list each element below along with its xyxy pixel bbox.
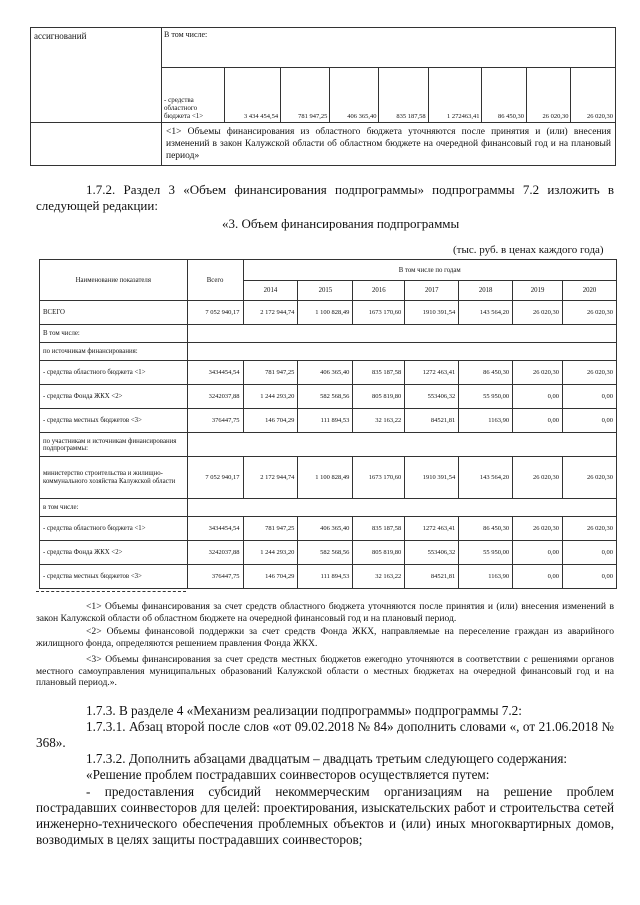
top-label-incl: В том числе: <box>162 28 616 68</box>
value-cell: 26 020,30 <box>563 361 617 385</box>
footnote-3: <3> Объемы финансирования за счет средств местных бюджетов ежегодно уточняются в соответствии с решениями органов местного самоуправления муниципальных образований Калужской области о местных бюджетах на очередной финансовый год и на плановый период.». <box>36 654 614 688</box>
table-row <box>40 325 617 343</box>
value-cell: 26 020,30 <box>513 361 563 385</box>
header-year: 2019 <box>513 281 563 301</box>
body-p2: 1.7.3.1. Абзац второй после слов «от 09.02.2018 № 84» дополнить словами «, от 21.06.2018 № 368». <box>36 719 614 750</box>
value-cell: 0,00 <box>513 565 563 589</box>
value-cell: 26 020,30 <box>513 457 563 499</box>
value-cell: 111 894,53 <box>298 409 353 433</box>
section-heading: «3. Объем финансирования подпрограммы <box>222 216 460 231</box>
value-cell: 86 450,30 <box>459 361 513 385</box>
value-cell: 26 020,30 <box>563 517 617 541</box>
row-label: - средства областного бюджета <1> <box>40 361 188 385</box>
header-year: 2014 <box>243 281 298 301</box>
financing-table-body <box>40 301 617 589</box>
value-cell: 86 450,30 <box>459 517 513 541</box>
header-name: Наименование показателя <box>40 260 188 301</box>
value-cell: 0,00 <box>563 541 617 565</box>
value-cell: 582 568,56 <box>298 541 353 565</box>
header-total: Всего <box>187 260 243 301</box>
value-cell: 1910 391,54 <box>405 301 459 325</box>
value-cell: 406 365,40 <box>298 517 353 541</box>
table-row <box>40 541 617 565</box>
value-cell: 835 187,58 <box>353 517 405 541</box>
para-1-7-2: 1.7.2. Раздел 3 «Объем финансирования подпрограммы» подпрограммы 7.2 изложить в следующей редакции: <box>36 182 614 213</box>
row-label: - средства местных бюджетов <3> <box>40 409 188 433</box>
value-cell: 0,00 <box>513 409 563 433</box>
value-cell: 55 950,00 <box>459 385 513 409</box>
value-cell: 1163,90 <box>459 565 513 589</box>
top-cell: 1 272463,41 <box>428 68 482 123</box>
value-cell: 7 052 940,17 <box>187 457 243 499</box>
top-table-note: <1> Объемы финансирования из областного бюджета уточняются после принятия и (или) внесения изменений в закон Калужской области об областном бюджете на очередной финансовый год и на плановый период» <box>162 123 616 166</box>
value-cell: 1 244 293,20 <box>243 541 298 565</box>
value-cell: 3242037,88 <box>187 541 243 565</box>
header-year: 2015 <box>298 281 353 301</box>
units-note: (тыс. руб. в ценах каждого года) <box>453 244 604 256</box>
top-cell: 781 947,25 <box>281 68 330 123</box>
value-cell: 3434454,54 <box>187 361 243 385</box>
table-row <box>40 499 617 517</box>
value-cell: 553406,32 <box>405 385 459 409</box>
top-cell: 406 365,40 <box>330 68 379 123</box>
value-cell: 1272 463,41 <box>405 517 459 541</box>
row-section-label: в том числе: <box>40 499 188 517</box>
value-cell: 553406,32 <box>405 541 459 565</box>
value-cell: 582 568,56 <box>298 385 353 409</box>
row-label: министерство строительства и жилищно-коммунального хозяйства Калужской области <box>40 457 188 499</box>
row-label: - средства областного бюджета <1> <box>40 517 188 541</box>
top-cell: 3 434 454,54 <box>225 68 281 123</box>
financing-table <box>39 259 617 589</box>
value-cell: 32 163,22 <box>353 565 405 589</box>
table-row <box>40 409 617 433</box>
top-table-fragment <box>30 27 616 166</box>
value-cell: 1 244 293,20 <box>243 385 298 409</box>
table-row <box>40 301 617 325</box>
table-row <box>40 361 617 385</box>
value-cell: 1673 170,60 <box>353 457 405 499</box>
value-cell: 781 947,25 <box>243 361 298 385</box>
value-cell: 376447,75 <box>187 565 243 589</box>
value-cell: 1163,90 <box>459 409 513 433</box>
value-cell: 146 704,29 <box>243 409 298 433</box>
header-year: 2018 <box>459 281 513 301</box>
table-row <box>40 433 617 457</box>
value-cell: 0,00 <box>563 409 617 433</box>
body-p5: - предоставления субсидий некоммерческим организациям на решение проблем пострадавших соинвесторов для целей: проектирования, изыскательских работ и строительства сетей инженерно-технического обеспечения проблемных объектов и (или) иных многоквартирных домов, возводимых в целях защиты пострадавших соинвесторов; <box>36 784 614 847</box>
row-label: - средства Фонда ЖКХ <2> <box>40 541 188 565</box>
value-cell: 2 172 944,74 <box>243 301 298 325</box>
row-label: ВСЕГО <box>40 301 188 325</box>
body-p4: «Решение проблем пострадавших соинвесторов осуществляется путем: <box>86 767 490 782</box>
value-cell: 835 187,58 <box>353 361 405 385</box>
row-section-label: по участникам и источникам финансирования подпрограммы: <box>40 433 188 457</box>
value-cell: 84521,81 <box>405 409 459 433</box>
table-row <box>40 565 617 589</box>
row-label: - средства местных бюджетов <3> <box>40 565 188 589</box>
row-section-label: В том числе: <box>40 325 188 343</box>
value-cell: 55 950,00 <box>459 541 513 565</box>
value-cell: 2 172 944,74 <box>243 457 298 499</box>
top-label-main: ассигнований <box>31 28 162 123</box>
value-cell: 26 020,30 <box>513 301 563 325</box>
value-cell: 32 163,22 <box>353 409 405 433</box>
top-cell: 26 020,30 <box>526 68 571 123</box>
value-cell: 26 020,30 <box>513 517 563 541</box>
body-p1: 1.7.3. В разделе 4 «Механизм реализации подпрограммы» подпрограммы 7.2: <box>86 703 522 718</box>
top-cell: 835 187,58 <box>379 68 428 123</box>
header-by-years: В том числе по годам <box>243 260 617 281</box>
value-cell: 1910 391,54 <box>405 457 459 499</box>
value-cell: 0,00 <box>563 565 617 589</box>
footnote-2: <2> Объемы финансовой поддержки за счет средств Фонда ЖКХ, направляемые на переселение граждан из аварийного жилищного фонда, определяются решением правления Фонда ЖКХ. <box>36 626 614 649</box>
value-cell: 0,00 <box>563 385 617 409</box>
row-label: - средства Фонда ЖКХ <2> <box>40 385 188 409</box>
value-cell: 111 894,53 <box>298 565 353 589</box>
table-row <box>40 457 617 499</box>
value-cell: 26 020,30 <box>563 457 617 499</box>
top-cell: 86 450,30 <box>482 68 527 123</box>
value-cell: 406 365,40 <box>298 361 353 385</box>
value-cell: 1673 170,60 <box>353 301 405 325</box>
value-cell: 805 819,80 <box>353 541 405 565</box>
value-cell: 805 819,80 <box>353 385 405 409</box>
header-year: 2020 <box>563 281 617 301</box>
top-label-regional: - средства областного бюджета <1> <box>162 68 225 123</box>
value-cell: 376447,75 <box>187 409 243 433</box>
header-year: 2017 <box>405 281 459 301</box>
value-cell: 1 100 828,49 <box>298 457 353 499</box>
value-cell: 7 052 940,17 <box>187 301 243 325</box>
header-year: 2016 <box>353 281 405 301</box>
table-row <box>40 343 617 361</box>
body-p3: 1.7.3.2. Дополнить абзацами двадцатым – двадцать третьим следующего содержания: <box>86 751 568 766</box>
footnote-separator <box>36 591 186 592</box>
value-cell: 3242037,88 <box>187 385 243 409</box>
table-row <box>40 385 617 409</box>
value-cell: 781 947,25 <box>243 517 298 541</box>
value-cell: 3434454,54 <box>187 517 243 541</box>
value-cell: 143 564,20 <box>459 457 513 499</box>
value-cell: 0,00 <box>513 385 563 409</box>
value-cell: 84521,81 <box>405 565 459 589</box>
table-row <box>40 517 617 541</box>
value-cell: 1272 463,41 <box>405 361 459 385</box>
value-cell: 1 100 828,49 <box>298 301 353 325</box>
footnote-1: <1> Объемы финансирования за счет средств областного бюджета уточняются после принятия и (или) внесения изменений в закон Калужской области об областном бюджете на очередной финансовый год и на плановый период. <box>36 601 614 624</box>
value-cell: 26 020,30 <box>563 301 617 325</box>
value-cell: 146 704,29 <box>243 565 298 589</box>
value-cell: 143 564,20 <box>459 301 513 325</box>
row-section-label: по источникам финансирования: <box>40 343 188 361</box>
value-cell: 0,00 <box>513 541 563 565</box>
top-cell: 26 020,30 <box>571 68 616 123</box>
